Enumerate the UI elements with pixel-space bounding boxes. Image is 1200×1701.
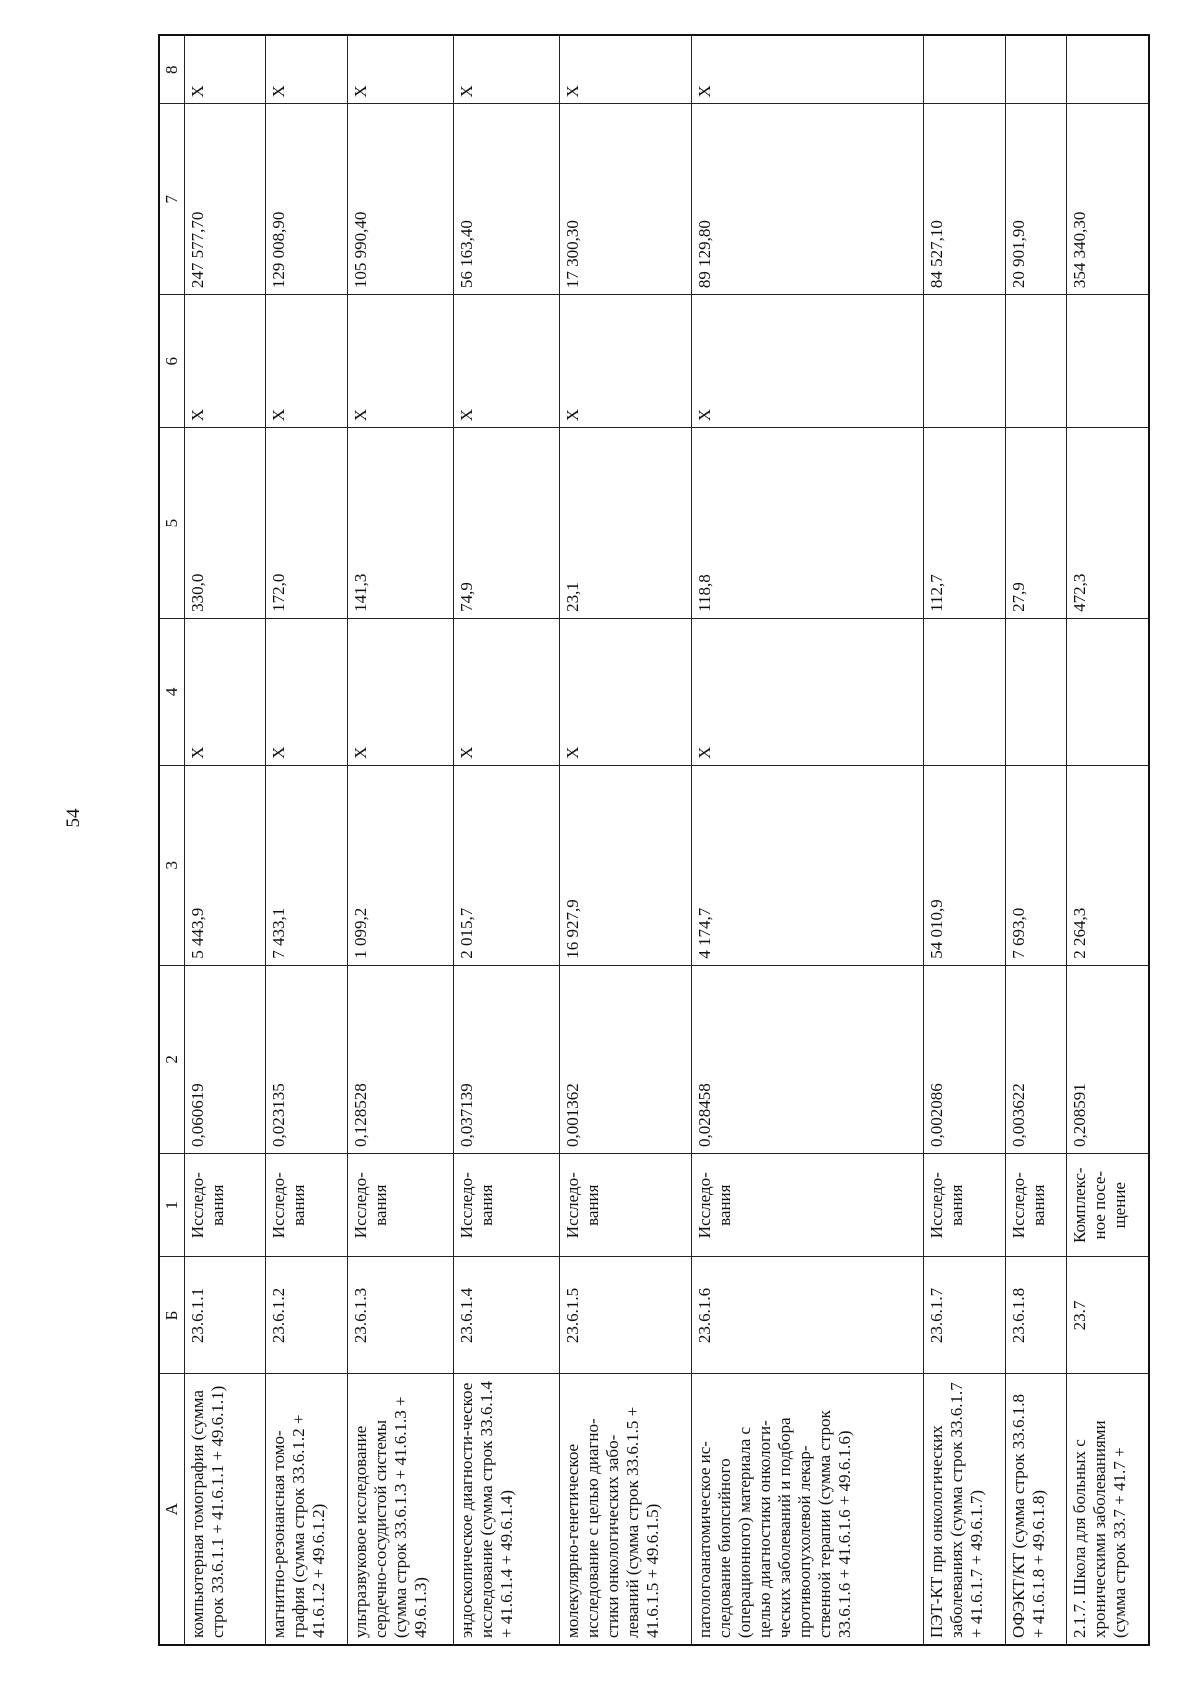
value-cell: 54 010,9 (923, 765, 1005, 965)
row-label-cell: молекулярно-генетическое исследование с целью диагно-стики онкологических забо-леваний (сумма строк 33.6.1.5 + 41.6.1.5 + 49.6.1.5) (560, 1374, 691, 1645)
table-row (1006, 35, 1067, 1645)
page-number: 54 (63, 808, 84, 828)
table-row (923, 35, 1005, 1645)
value-cell (923, 618, 1005, 765)
value-cell (1066, 35, 1149, 104)
value-cell: X (347, 618, 453, 765)
row-label-cell: магнитно-резонансная томо-графия (сумма строк 33.6.1.2 + 41.6.1.2 + 49.6.1.2) (266, 1374, 347, 1645)
value-cell: 56 163,40 (454, 104, 560, 295)
row-label-cell: патологоанатомическое ис-следование биопсийного (операционного) материала с целью диагностики онкологи-ческих заболеваний и подбора противоопухолевой лекар-ственной терапии (сумма строк 33.6.1.6 + 41.6.1.6 + 49.6.1.6) (691, 1374, 923, 1645)
header-cell: 4 (159, 618, 185, 765)
value-cell: X (691, 295, 923, 428)
value-cell: 118,8 (691, 428, 923, 619)
header-cell: 6 (159, 295, 185, 428)
row-code-cell: 23.6.1.3 (347, 1257, 453, 1374)
value-cell: X (454, 295, 560, 428)
header-cell: А (159, 1374, 185, 1645)
unit-cell: Исследо-вания (560, 1154, 691, 1257)
value-cell: 330,0 (185, 428, 266, 619)
value-cell: X (454, 35, 560, 104)
value-cell: X (266, 295, 347, 428)
unit-cell: Исследо-вания (923, 1154, 1005, 1257)
value-cell (1066, 618, 1149, 765)
value-cell: 354 340,30 (1066, 104, 1149, 295)
row-code-cell: 23.6.1.7 (923, 1257, 1005, 1374)
value-cell (1006, 618, 1067, 765)
table-row (185, 35, 266, 1645)
row-label-cell: ультразвуковое исследование сердечно-сосудистой системы (сумма строк 33.6.1.3 + 41.6.1.3 + 49.6.1.3) (347, 1374, 453, 1645)
row-label-cell: ОФЭКТ/КТ (сумма строк 33.6.1.8 + 41.6.1.8 + 49.6.1.8) (1006, 1374, 1067, 1645)
value-cell: 17 300,30 (560, 104, 691, 295)
row-label-cell: компьютерная томография (сумма строк 33.6.1.1 + 41.6.1.1 + 49.6.1.1) (185, 1374, 266, 1645)
row-code-cell: 23.6.1.1 (185, 1257, 266, 1374)
value-cell: 0,060619 (185, 965, 266, 1153)
value-cell: 27,9 (1006, 428, 1067, 619)
value-cell: X (347, 295, 453, 428)
value-cell: 0,028458 (691, 965, 923, 1153)
value-cell: 0,128528 (347, 965, 453, 1153)
value-cell: 2 015,7 (454, 765, 560, 965)
unit-cell: Исследо-вания (185, 1154, 266, 1257)
row-code-cell: 23.6.1.6 (691, 1257, 923, 1374)
row-label-cell: эндоскопическое диагности-ческое исследование (сумма строк 33.6.1.4 + 41.6.1.4 + 49.6.1.4) (454, 1374, 560, 1645)
value-cell: 172,0 (266, 428, 347, 619)
value-cell: 89 129,80 (691, 104, 923, 295)
header-cell: 3 (159, 765, 185, 965)
value-cell: 74,9 (454, 428, 560, 619)
value-cell: 0,208591 (1066, 965, 1149, 1153)
header-cell: 1 (159, 1154, 185, 1257)
value-cell: 0,001362 (560, 965, 691, 1153)
table-row (454, 35, 560, 1645)
value-cell: X (266, 618, 347, 765)
value-cell: X (691, 618, 923, 765)
value-cell: 2 264,3 (1066, 765, 1149, 965)
value-cell: 112,7 (923, 428, 1005, 619)
value-cell (1006, 295, 1067, 428)
value-cell: 5 443,9 (185, 765, 266, 965)
value-cell: X (560, 618, 691, 765)
value-cell: 105 990,40 (347, 104, 453, 295)
row-code-cell: 23.7 (1066, 1257, 1149, 1374)
value-cell: 20 901,90 (1006, 104, 1067, 295)
value-cell: 0,023135 (266, 965, 347, 1153)
value-cell: X (691, 35, 923, 104)
row-code-cell: 23.6.1.4 (454, 1257, 560, 1374)
table-row (347, 35, 453, 1645)
row-code-cell: 23.6.1.5 (560, 1257, 691, 1374)
header-row (159, 35, 185, 1645)
table-row (691, 35, 923, 1645)
value-cell (1006, 35, 1067, 104)
row-label-cell: 2.1.7. Школа для больных с хроническими заболеваниями (сумма строк 33.7 + 41.7 + (1066, 1374, 1149, 1645)
unit-cell: Комплекс-ное посе-щение (1066, 1154, 1149, 1257)
data-table (158, 34, 1150, 1646)
unit-cell: Исследо-вания (1006, 1154, 1067, 1257)
value-cell: 84 527,10 (923, 104, 1005, 295)
table-row (266, 35, 347, 1645)
header-cell: Б (159, 1257, 185, 1374)
header-cell: 5 (159, 428, 185, 619)
value-cell: 247 577,70 (185, 104, 266, 295)
value-cell: 7 433,1 (266, 765, 347, 965)
value-cell: 141,3 (347, 428, 453, 619)
value-cell (923, 295, 1005, 428)
value-cell: X (185, 35, 266, 104)
row-code-cell: 23.6.1.8 (1006, 1257, 1067, 1374)
unit-cell: Исследо-вания (454, 1154, 560, 1257)
rotated-table-container (158, 34, 1150, 1646)
value-cell (923, 35, 1005, 104)
unit-cell: Исследо-вания (266, 1154, 347, 1257)
value-cell: 23,1 (560, 428, 691, 619)
row-label-cell: ПЭТ-КТ при онкологических заболеваниях (сумма строк 33.6.1.7 + 41.6.1.7 + 49.6.1.7) (923, 1374, 1005, 1645)
value-cell: X (347, 35, 453, 104)
table-row (560, 35, 691, 1645)
value-cell: 7 693,0 (1006, 765, 1067, 965)
value-cell: 0,003622 (1006, 965, 1067, 1153)
header-cell: 7 (159, 104, 185, 295)
value-cell: 0,037139 (454, 965, 560, 1153)
value-cell: 129 008,90 (266, 104, 347, 295)
header-cell: 8 (159, 35, 185, 104)
table-row (1066, 35, 1149, 1645)
value-cell: 1 099,2 (347, 765, 453, 965)
value-cell: X (185, 618, 266, 765)
row-code-cell: 23.6.1.2 (266, 1257, 347, 1374)
value-cell (1066, 295, 1149, 428)
value-cell: 472,3 (1066, 428, 1149, 619)
unit-cell: Исследо-вания (691, 1154, 923, 1257)
value-cell: X (454, 618, 560, 765)
value-cell: 0,002086 (923, 965, 1005, 1153)
unit-cell: Исследо-вания (347, 1154, 453, 1257)
value-cell: 4 174,7 (691, 765, 923, 965)
value-cell: 16 927,9 (560, 765, 691, 965)
header-cell: 2 (159, 965, 185, 1153)
value-cell: X (266, 35, 347, 104)
value-cell: X (560, 295, 691, 428)
value-cell: X (185, 295, 266, 428)
value-cell: X (560, 35, 691, 104)
